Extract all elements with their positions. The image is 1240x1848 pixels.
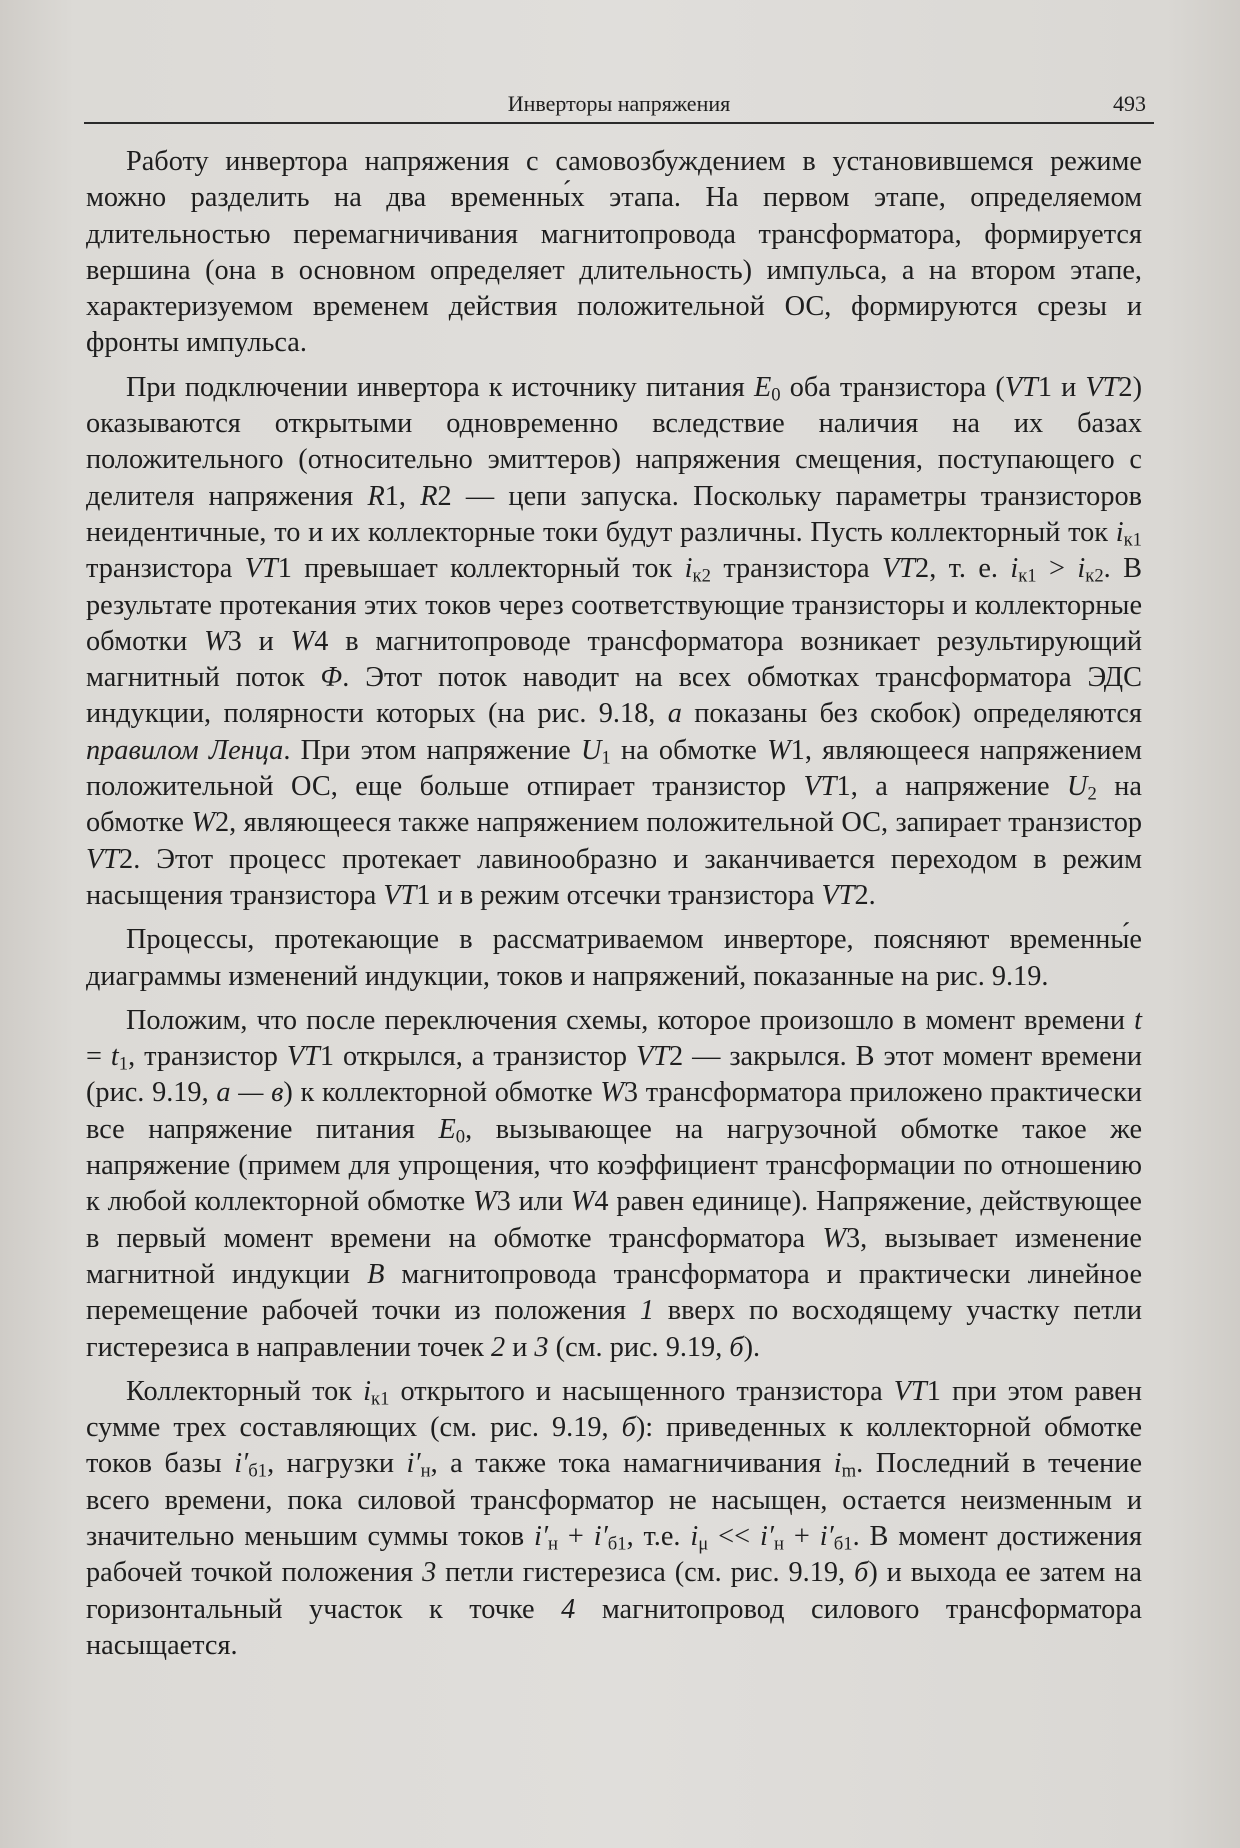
point-number: 3 bbox=[422, 1557, 437, 1589]
point-number: 3 bbox=[534, 1331, 549, 1363]
text-run: петли гистерезиса (см. рис. 9.19, bbox=[436, 1557, 855, 1589]
text-run: При подключении инвертора к источнику питания bbox=[126, 371, 754, 403]
transistor-number: 1 bbox=[319, 1041, 335, 1073]
transistor-number: 2 bbox=[854, 879, 869, 911]
text-run: (см. рис. 9.19, bbox=[548, 1331, 730, 1363]
subscript: к2 bbox=[692, 565, 711, 587]
symbol-i-prime: i′ bbox=[533, 1520, 549, 1552]
lenz-rule: правилом Ленца bbox=[86, 734, 284, 766]
transistor-number: 1 bbox=[416, 879, 431, 911]
transistor-label: VT bbox=[1004, 371, 1038, 403]
winding-label: W bbox=[290, 625, 315, 657]
text-run: . bbox=[868, 879, 876, 911]
transistor-label: VT bbox=[821, 879, 855, 911]
text-run: — закрылся. В этот момент времени (рис. 9.19, bbox=[86, 1041, 1142, 1109]
subscript: б1 bbox=[607, 1533, 627, 1555]
symbol-t: t bbox=[1134, 1004, 1142, 1036]
transistor-label: VT bbox=[803, 771, 837, 803]
text-run: , нагрузки bbox=[267, 1448, 407, 1480]
winding-number: 1 bbox=[790, 734, 805, 766]
symbol-i-prime: i′ bbox=[406, 1448, 421, 1480]
text-run: или bbox=[510, 1186, 571, 1218]
transistor-number: 1 bbox=[1037, 371, 1052, 403]
text-run: << bbox=[708, 1520, 760, 1552]
transistor-number: 1 bbox=[836, 771, 851, 803]
text-run: равен единице). Напряжение, действующее в первый момент времени на обмотке трансформатора bbox=[86, 1186, 1142, 1254]
text-run: на обмотке bbox=[86, 771, 1142, 839]
winding-label: W bbox=[600, 1077, 624, 1109]
winding-number: 3 bbox=[227, 625, 242, 657]
subscript: 2 bbox=[1087, 783, 1097, 805]
text-run: ) и выхода ее затем на горизонтальный участок к точке bbox=[86, 1557, 1142, 1625]
transistor-number: 2 bbox=[668, 1041, 684, 1073]
text-run: Положим, что после переключения схемы, которое произошло в момент времени bbox=[126, 1004, 1135, 1036]
text-run: . Этот поток наводит на всех обмотках трансформатора ЭДС индукции, полярности которых (на рис. 9.18, bbox=[86, 662, 1142, 730]
text-run: ). bbox=[743, 1331, 761, 1363]
subscript: μ bbox=[698, 1533, 709, 1555]
winding-number: 4 bbox=[594, 1186, 609, 1218]
transistor-number: 2 bbox=[119, 843, 134, 875]
text-run: , вызывающее на нагрузочной обмотке такое же напряжение (примем для упрощения, что коэффициент трансформации по отношению к любой коллекторной обмотке bbox=[86, 1113, 1142, 1218]
symbol-i: i bbox=[1010, 553, 1019, 585]
text-run: при этом равен сумме трех составляющих (см. рис. 9.19, bbox=[86, 1375, 1142, 1444]
subscript: к1 bbox=[1123, 529, 1142, 551]
winding-label: W bbox=[767, 734, 791, 766]
text-run: . Последний в течение всего времени, пока силовой трансформатор не насыщен, остается неизменным и значительно меньшим суммы токов bbox=[86, 1448, 1143, 1552]
text-run: ) к коллекторной обмотке bbox=[283, 1077, 601, 1109]
symbol-i-prime: i′ bbox=[759, 1520, 774, 1552]
subscript: к2 bbox=[1085, 565, 1104, 587]
text-run: . В момент достижения рабочей точкой положения bbox=[86, 1520, 1142, 1589]
subscript: н bbox=[420, 1461, 431, 1483]
resistor-label: R bbox=[420, 480, 438, 512]
running-title: Инверторы напряжения bbox=[507, 91, 731, 116]
transistor-number: 1 bbox=[926, 1375, 941, 1407]
point-number: 1 bbox=[639, 1295, 654, 1327]
text-run: магнитопровод силового трансформатора насыщается. bbox=[86, 1593, 1142, 1661]
text-run: магнитопровода трансформатора и практически линейное перемещение рабочей точки из положения bbox=[86, 1258, 1142, 1327]
text-run: ) оказываются открытыми одновременно вследствие наличия на их базах положительного (относительно эмиттеров) напряжения смещения, поступающего с делителя напряжения bbox=[86, 371, 1142, 512]
symbol-t: t bbox=[110, 1041, 119, 1073]
text-run: в магнитопроводе трансформатора возникает результирующий магнитный поток bbox=[86, 625, 1142, 694]
text-run: , транзистор bbox=[128, 1041, 287, 1073]
transistor-label: VT bbox=[893, 1375, 927, 1407]
transistor-number: 1 bbox=[277, 553, 292, 585]
symbol-i: i bbox=[363, 1375, 371, 1407]
text-run: Коллекторный ток bbox=[126, 1375, 364, 1407]
running-header bbox=[84, 88, 1154, 124]
paragraph-1: Работу инвертора напряжения с самовозбуждением в установившемся режиме можно разделить на два временны́х этапа. На первом этапе, определяемом длительностью перемагничивания магнитопровода трансформатора, формируется вершина (она в основном определяет длительность) импульса, а на втором этапе, характеризуемом временем действия положительной ОС, формируются срезы и фронты импульса. bbox=[86, 146, 1142, 359]
transistor-label: VT bbox=[244, 553, 278, 585]
subscript: б1 bbox=[833, 1533, 853, 1555]
resistor-number: 2 bbox=[437, 480, 452, 512]
text-run: и в режим отсечки транзистора bbox=[430, 879, 822, 911]
text-run: ): приведенных к коллекторной обмотке токов базы bbox=[86, 1412, 1142, 1480]
text-run: . При этом напряжение bbox=[283, 734, 581, 766]
transistor-label: VT bbox=[1085, 371, 1119, 403]
subscript: 1 bbox=[601, 747, 611, 769]
point-number: 2 bbox=[490, 1331, 506, 1363]
figure-part: б bbox=[621, 1412, 636, 1444]
symbol-i-prime: i′ bbox=[234, 1448, 249, 1480]
symbol-i: i bbox=[1077, 553, 1086, 585]
text-run: транзистора bbox=[710, 553, 882, 585]
winding-label: W bbox=[822, 1222, 847, 1254]
paragraph-2 bbox=[86, 370, 1142, 914]
text-run: , являющееся напряжением положительной ОС, еще больше отпирает транзистор bbox=[86, 734, 1142, 803]
transistor-number: 2 bbox=[915, 553, 930, 585]
text-run: открытого и насыщенного транзистора bbox=[389, 1375, 894, 1407]
subscript: к1 bbox=[371, 1388, 390, 1410]
winding-label: W bbox=[204, 625, 228, 657]
winding-number: 3 bbox=[496, 1186, 511, 1218]
text-run: , а напряжение bbox=[850, 771, 1068, 803]
subscript: к1 bbox=[1018, 565, 1037, 587]
text-run: и bbox=[241, 625, 291, 657]
text-run: оба транзистора ( bbox=[780, 371, 1005, 403]
winding-number: 2 bbox=[214, 807, 230, 839]
transistor-number: 2 bbox=[1118, 371, 1133, 403]
text-run: , являющееся также напряжением положительной ОС, запирает транзистор bbox=[229, 807, 1142, 839]
subscript: н bbox=[548, 1533, 559, 1555]
subscript: 0 bbox=[455, 1126, 466, 1148]
symbol-E: E bbox=[438, 1113, 456, 1145]
text-run: = bbox=[86, 1041, 111, 1073]
text-run: > bbox=[1036, 553, 1078, 585]
symbol-i-prime: i′ bbox=[819, 1520, 834, 1552]
symbol-phi: Φ bbox=[320, 662, 343, 694]
subscript: 1 bbox=[118, 1053, 129, 1075]
resistor-label: R bbox=[367, 480, 385, 512]
winding-number: 3 bbox=[846, 1222, 861, 1254]
winding-label: W bbox=[473, 1186, 497, 1218]
transistor-label: VT bbox=[635, 1041, 669, 1073]
subscript: 0 bbox=[771, 384, 781, 406]
subscript: н bbox=[774, 1533, 784, 1555]
text-run: и bbox=[505, 1331, 535, 1363]
subscript: б1 bbox=[248, 1461, 268, 1483]
transistor-label: VT bbox=[882, 553, 916, 585]
symbol-i: i bbox=[833, 1448, 842, 1480]
transistor-label: VT bbox=[286, 1041, 320, 1073]
text-run: транзистора bbox=[86, 553, 245, 585]
winding-label: W bbox=[191, 807, 215, 839]
winding-number: 3 bbox=[623, 1077, 639, 1109]
symbol-i: i bbox=[690, 1520, 699, 1552]
text-run: на обмотке bbox=[610, 734, 768, 766]
text-run: , вызывает изменение магнитной индукции bbox=[86, 1222, 1142, 1290]
winding-label: W bbox=[570, 1186, 595, 1218]
text-run: , а также тока намагничивания bbox=[430, 1448, 834, 1480]
figure-part: б bbox=[854, 1557, 869, 1589]
text-run: превышает коллекторный ток bbox=[291, 553, 685, 585]
text-run: трансформатора приложено практически все напряжение питания bbox=[86, 1077, 1142, 1145]
text-run: . В результате протекания этих токов через соответствующие транзисторы и коллекторные обмотки bbox=[86, 553, 1142, 657]
text-run: , т. е. bbox=[929, 553, 1011, 585]
resistor-number: 1, bbox=[384, 480, 421, 512]
text-run: + bbox=[783, 1520, 820, 1552]
symbol-i: i bbox=[1115, 516, 1124, 548]
body-text bbox=[86, 144, 1142, 1664]
transistor-label: VT bbox=[383, 879, 417, 911]
figure-part: а bbox=[667, 698, 682, 730]
paragraph-4 bbox=[86, 1003, 1142, 1366]
figure-part: а — в bbox=[216, 1077, 284, 1109]
symbol-i: i bbox=[684, 553, 693, 585]
symbol-E: E bbox=[753, 371, 772, 403]
text-run: — цепи запуска. Поскольку параметры транзисторов неидентичные, то и их коллекторные токи будут различны. Пусть коллекторный ток bbox=[86, 480, 1142, 548]
transistor-label: VT bbox=[86, 843, 120, 875]
text-run: показаны без скобок) определяются bbox=[681, 698, 1142, 730]
paragraph-5 bbox=[86, 1374, 1142, 1664]
symbol-U: U bbox=[580, 734, 602, 766]
text-run: , т.е. bbox=[626, 1520, 691, 1552]
page-number: 493 bbox=[1113, 91, 1146, 116]
subscript: m bbox=[841, 1461, 857, 1483]
figure-part: б bbox=[729, 1331, 744, 1363]
point-number: 4 bbox=[561, 1593, 576, 1625]
text-run: и bbox=[1051, 371, 1086, 403]
winding-number: 4 bbox=[314, 625, 329, 657]
text-run: вверх по восходящему участку петли гистерезиса в направлении точек bbox=[86, 1295, 1142, 1363]
text-run: открылся, а транзистор bbox=[334, 1041, 636, 1073]
symbol-B: B bbox=[367, 1258, 385, 1290]
text-run: . Этот процесс протекает лавинообразно и заканчивается переходом в режим насыщения транзистора bbox=[86, 843, 1142, 911]
paragraph-3: Процессы, протекающие в рассматриваемом инверторе, поясняют временны́е диаграммы изменений индукции, токов и напряжений, показанные на рис. 9.19. bbox=[86, 924, 1142, 992]
symbol-i-prime: i′ bbox=[593, 1520, 608, 1552]
text-run: + bbox=[558, 1520, 594, 1552]
symbol-U: U bbox=[1067, 771, 1088, 803]
